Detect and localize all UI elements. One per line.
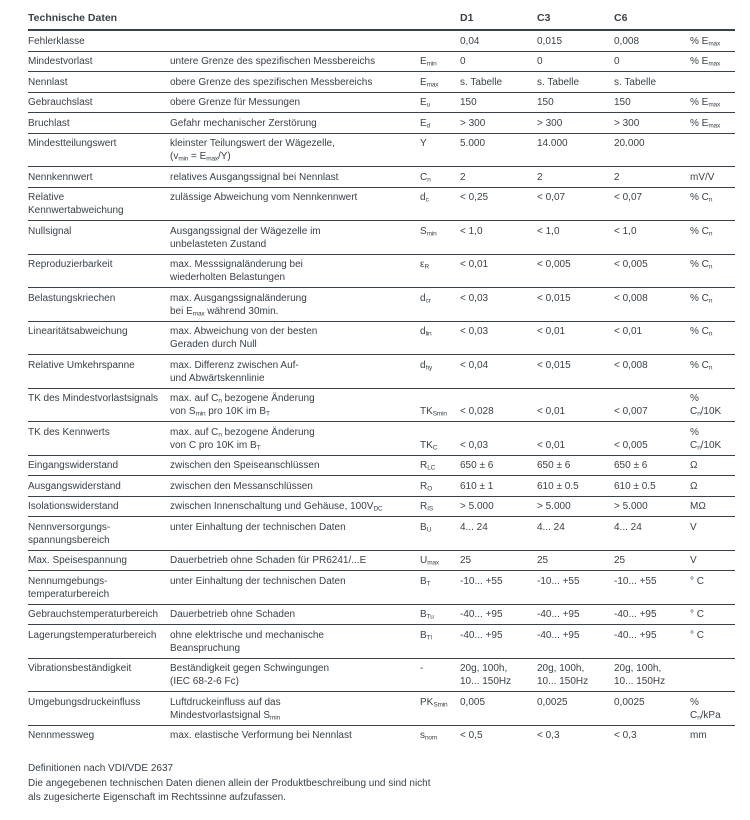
spec-name: Ausgangswiderstand: [28, 476, 170, 497]
spec-value-c6: -40... +95: [614, 604, 690, 625]
spec-name: Lagerungstemperaturbereich: [28, 625, 170, 659]
spec-name: Umgebungsdruckeinfluss: [28, 692, 170, 726]
spec-description: Dauerbetrieb ohne Schaden: [170, 604, 420, 625]
table-row: [28, 455, 735, 476]
spec-unit: [690, 658, 735, 692]
spec-symbol: $E_u$: [420, 92, 460, 113]
table-row: [28, 51, 735, 72]
table-row: [28, 625, 735, 659]
spec-symbol: $s_{nom}$: [420, 730, 438, 742]
spec-value-d1: > 5.000: [460, 496, 537, 517]
column-header-d1: D1: [460, 8, 537, 30]
spec-description: zwischen den Speiseanschlüssen: [170, 455, 420, 476]
spec-unit: [690, 72, 735, 93]
spec-symbol: $E_{max}$: [420, 72, 460, 93]
spec-value-c6: < 0,005: [614, 254, 690, 288]
spec-value-c6: < 0,005: [614, 422, 690, 456]
spec-value-c3: 650 ± 6: [537, 455, 614, 476]
spec-name: Nennversorgungs- spannungsbereich: [28, 517, 170, 551]
table-row: [28, 658, 735, 692]
spec-name: Gebrauchstemperaturbereich: [28, 604, 170, 625]
spec-value-c3: < 1,0: [537, 221, 614, 255]
table-row: [28, 133, 735, 167]
spec-unit: % $C_n$: [690, 221, 735, 255]
spec-symbol: $d_c$: [420, 187, 460, 221]
spec-value-c6: < 0,3: [614, 730, 637, 741]
column-header-c3: C3: [537, 8, 614, 30]
spec-value-d1: -40... +95: [460, 625, 537, 659]
spec-unit: % $C_n$: [690, 187, 735, 221]
spec-value-c3: > 300: [537, 113, 614, 134]
spec-symbol: $R_{IS}$: [420, 496, 460, 517]
table-row: [28, 72, 735, 93]
spec-value-c3: < 0,3: [537, 730, 560, 741]
spec-name: Isolationswiderstand: [28, 496, 170, 517]
table-row: [28, 604, 735, 625]
column-header-c6: C6: [614, 8, 690, 30]
spec-name: Linearitätsabweichung: [28, 321, 170, 355]
spec-unit: % $C_n$/kPa: [690, 692, 735, 726]
spec-name: Nennumgebungs- temperaturbereich: [28, 571, 170, 605]
spec-name: Relative Umkehrspanne: [28, 355, 170, 389]
spec-value-d1: -10... +55: [460, 571, 537, 605]
footnote-disclaimer-1: Die angegebenen technischen Daten dienen allein der Produktbeschreibung und sind nicht: [28, 777, 431, 789]
spec-value-d1: 610 ± 1: [460, 476, 537, 497]
spec-symbol: $d_{lin}$: [420, 321, 460, 355]
spec-value-c3: < 0,015: [537, 288, 614, 322]
table-row: [28, 388, 735, 422]
spec-value-c6: < 0,01: [614, 321, 690, 355]
spec-value-d1: 4... 24: [460, 517, 537, 551]
spec-description: max. Differenz zwischen Auf- und Abwärtskennlinie: [170, 355, 420, 389]
spec-unit: % $C_n$: [690, 321, 735, 355]
spec-name: Relative Kennwertabweichung: [28, 187, 170, 221]
table-row: [28, 187, 735, 221]
spec-description: relatives Ausgangssignal bei Nennlast: [170, 167, 420, 188]
table-row: [28, 355, 735, 389]
spec-value-c6: 20.000: [614, 133, 690, 167]
spec-symbol: $C_n$: [420, 167, 460, 188]
spec-description: Luftdruckeinfluss auf das Mindestvorlastsignal $S_{min}$: [170, 692, 420, 726]
spec-name: TK des Mindestvorlastsignals: [28, 388, 170, 422]
spec-symbol: $E_{min}$: [420, 51, 460, 72]
spec-value-c6: < 0,007: [614, 388, 690, 422]
table-row: [28, 571, 735, 605]
spec-symbol: $B_{Tu}$: [420, 604, 460, 625]
spec-unit: ° C: [690, 625, 735, 659]
table-row: [28, 288, 735, 322]
spec-value-d1: < 0,5: [460, 730, 483, 741]
table-header: [28, 8, 735, 30]
spec-value-d1: < 1,0: [460, 221, 537, 255]
spec-unit: V: [690, 550, 735, 571]
spec-unit: ° C: [690, 571, 735, 605]
spec-name: TK des Kennwerts: [28, 422, 170, 456]
spec-value-c3: 20g, 100h, 10... 150Hz: [537, 658, 614, 692]
spec-name: Gebrauchslast: [28, 92, 170, 113]
spec-value-c6: 0: [614, 51, 690, 72]
spec-value-c6: 25: [614, 550, 690, 571]
spec-value-c3: -10... +55: [537, 571, 614, 605]
spec-description: untere Grenze des spezifischen Messbereichs: [170, 51, 420, 72]
spec-symbol: $B_U$: [420, 517, 460, 551]
spec-value-c3: 150: [537, 92, 614, 113]
footnote-disclaimer-2: als zugesicherte Eigenschaft im Rechtssinne aufzufassen.: [28, 792, 286, 803]
spec-unit: [690, 133, 735, 167]
spec-value-c3: < 0,01: [537, 388, 614, 422]
spec-value-c6: 0,0025: [614, 692, 690, 726]
header-row: [28, 8, 735, 30]
spec-unit: % $C_n$: [690, 288, 735, 322]
spec-name: Fehlerklasse: [28, 30, 170, 51]
spec-table-body: [28, 30, 735, 745]
spec-symbol: $B_T$: [420, 571, 460, 605]
spec-description: max. Messsignaländerung bei wiederholten Belastungen: [170, 254, 420, 288]
spec-value-c3: < 0,015: [537, 355, 614, 389]
spec-unit: ° C: [690, 604, 735, 625]
spec-value-c3: < 0,01: [537, 321, 614, 355]
spec-unit: % $C_n/10K$: [690, 388, 735, 422]
spec-unit: Ω: [690, 455, 735, 476]
spec-name: Nennmessweg: [28, 730, 95, 741]
table-row: [28, 167, 735, 188]
spec-value-d1: 0: [460, 51, 537, 72]
spec-unit: V: [690, 517, 735, 551]
spec-name: Nennlast: [28, 72, 170, 93]
spec-description: zwischen Innenschaltung und Gehäuse, $100V_{DC}$: [170, 496, 420, 517]
spec-name: Nullsignal: [28, 221, 170, 255]
spec-name: Nennkennwert: [28, 167, 170, 188]
spec-description: obere Grenze für Messungen: [170, 92, 420, 113]
spec-description: Beständigkeit gegen Schwingungen (IEC 68-2-6 Fc): [170, 658, 420, 692]
spec-name: Eingangswiderstand: [28, 455, 170, 476]
spec-name: Mindestvorlast: [28, 51, 170, 72]
spec-value-c3: 14.000: [537, 133, 614, 167]
spec-value-c6: < 1,0: [614, 221, 690, 255]
spec-value-d1: 5.000: [460, 133, 537, 167]
spec-value-c3: 610 ± 0.5: [537, 476, 614, 497]
spec-description: zulässige Abweichung vom Nennkennwert: [170, 187, 420, 221]
technical-data-table: [28, 8, 735, 745]
spec-description: max. Abweichung von der besten Geraden durch Null: [170, 321, 420, 355]
spec-value-c6: 610 ± 0.5: [614, 476, 690, 497]
spec-value-d1: < 0,028: [460, 388, 537, 422]
table-row: [28, 254, 735, 288]
spec-value-c3: 0,0025: [537, 692, 614, 726]
spec-name: Reproduzierbarkeit: [28, 254, 170, 288]
spec-value-d1: < 0,03: [460, 422, 537, 456]
table-row: [28, 725, 735, 745]
spec-description: kleinster Teilungswert der Wägezelle, $(v_{min} = E_{max}/Y)$: [170, 133, 420, 167]
spec-unit: % $E_{max}$: [690, 92, 735, 113]
spec-description: obere Grenze des spezifischen Messbereichs: [170, 72, 420, 93]
spec-value-c6: 2: [614, 167, 690, 188]
column-header-unit: [690, 8, 735, 30]
spec-value-d1: 650 ± 6: [460, 455, 537, 476]
spec-unit: Ω: [690, 476, 735, 497]
spec-value-c6: 0,008: [614, 30, 690, 51]
spec-symbol: $\varepsilon_R$: [420, 254, 460, 288]
table-row: [28, 113, 735, 134]
spec-symbol: $R_{LC}$: [420, 455, 460, 476]
spec-symbol: $S_{min}$: [420, 221, 460, 255]
spec-value-c3: 0: [537, 51, 614, 72]
spec-symbol: Y: [420, 133, 460, 167]
spec-unit: % $E_{max}$: [690, 113, 735, 134]
spec-description: Gefahr mechanischer Zerstörung: [170, 113, 420, 134]
spec-description: max. elastische Verformung bei Nennlast: [170, 730, 352, 741]
spec-name: Mindestteilungswert: [28, 133, 170, 167]
spec-unit: % $E_{max}$: [690, 51, 735, 72]
spec-unit: % $C_n/10K$: [690, 422, 735, 456]
spec-description: max. auf $C_n$ bezogene Änderung von $S_{min}$ pro 10K im $B_T$: [170, 388, 420, 422]
spec-symbol: $U_{max}$: [420, 550, 460, 571]
spec-value-d1: < 0,04: [460, 355, 537, 389]
spec-value-d1: -40... +95: [460, 604, 537, 625]
spec-value-c3: 0,015: [537, 30, 614, 51]
spec-name: Vibrationsbeständigkeit: [28, 658, 170, 692]
spec-name: Belastungskriechen: [28, 288, 170, 322]
spec-value-c6: > 5.000: [614, 496, 690, 517]
spec-symbol: $TK_C$: [420, 422, 460, 456]
spec-description: zwischen den Messanschlüssen: [170, 476, 420, 497]
spec-value-c6: -10... +55: [614, 571, 690, 605]
spec-unit: % $E_{max}$: [690, 30, 735, 51]
spec-symbol: $R_O$: [420, 476, 460, 497]
spec-unit: mV/V: [690, 167, 735, 188]
table-row: [28, 221, 735, 255]
spec-value-c6: 650 ± 6: [614, 455, 690, 476]
spec-value-c6: < 0,07: [614, 187, 690, 221]
spec-description: Dauerbetrieb ohne Schaden für PR6241/...E: [170, 550, 420, 571]
spec-value-d1: < 0,25: [460, 187, 537, 221]
spec-description: Ausgangssignal der Wägezelle im unbelasteten Zustand: [170, 221, 420, 255]
spec-value-c3: -40... +95: [537, 604, 614, 625]
table-row: [28, 517, 735, 551]
spec-value-c3: > 5.000: [537, 496, 614, 517]
spec-symbol: $B_{Tl}$: [420, 625, 460, 659]
table-row: [28, 476, 735, 497]
spec-value-c6: -40... +95: [614, 625, 690, 659]
spec-value-d1: 0,005: [460, 692, 537, 726]
spec-symbol: $d_{cr}$: [420, 288, 460, 322]
spec-value-d1: < 0,03: [460, 288, 537, 322]
spec-value-c3: 2: [537, 167, 614, 188]
table-row: [28, 692, 735, 726]
spec-value-c3: -40... +95: [537, 625, 614, 659]
spec-unit: % $C_n$: [690, 254, 735, 288]
spec-value-d1: 20g, 100h, 10... 150Hz: [460, 658, 537, 692]
table-title: Technische Daten: [28, 8, 460, 30]
spec-value-c3: < 0,07: [537, 187, 614, 221]
spec-value-c3: 25: [537, 550, 614, 571]
spec-description: max. Ausgangssignaländerung bei $E_{max}$ während 30min.: [170, 288, 420, 322]
spec-value-d1: > 300: [460, 113, 537, 134]
spec-value-c3: < 0,01: [537, 422, 614, 456]
spec-value-c6: 4... 24: [614, 517, 690, 551]
table-row: [28, 550, 735, 571]
footnotes: [28, 762, 735, 806]
spec-symbol: $PK_{Smin}$: [420, 692, 460, 726]
spec-symbol: $d_{hy}$: [420, 355, 460, 389]
spec-unit: MΩ: [690, 496, 735, 517]
table-row: [28, 30, 735, 51]
spec-symbol: $E_d$: [420, 113, 460, 134]
spec-description: ohne elektrische und mechanische Beanspruchung: [170, 625, 420, 659]
spec-description: unter Einhaltung der technischen Daten: [170, 517, 420, 551]
spec-value-d1: 25: [460, 550, 537, 571]
spec-value-c6: s. Tabelle: [614, 72, 690, 93]
table-row: [28, 496, 735, 517]
spec-description: [170, 30, 420, 51]
spec-description: max. auf $C_n$ bezogene Änderung von C pro 10K im $B_T$: [170, 422, 420, 456]
footnote-definitions: Definitionen nach VDI/VDE 2637: [28, 763, 174, 774]
spec-value-c6: < 0,008: [614, 288, 690, 322]
spec-value-d1: 150: [460, 92, 537, 113]
spec-value-c6: 150: [614, 92, 690, 113]
spec-name: Bruchlast: [28, 113, 170, 134]
spec-value-c3: s. Tabelle: [537, 72, 614, 93]
spec-value-c6: 20g, 100h, 10... 150Hz: [614, 658, 690, 692]
table-row: [28, 321, 735, 355]
spec-value-c6: < 0,008: [614, 355, 690, 389]
spec-value-c3: 4... 24: [537, 517, 614, 551]
spec-symbol: -: [420, 658, 460, 692]
spec-value-c3: < 0,005: [537, 254, 614, 288]
spec-unit: % $C_n$: [690, 355, 735, 389]
spec-value-d1: 0,04: [460, 30, 537, 51]
spec-unit: mm: [690, 730, 707, 741]
table-row: [28, 422, 735, 456]
spec-value-d1: < 0,01: [460, 254, 537, 288]
spec-name: Max. Speisespannung: [28, 550, 170, 571]
spec-value-d1: 2: [460, 167, 537, 188]
spec-symbol: [420, 30, 460, 51]
spec-value-d1: s. Tabelle: [460, 72, 537, 93]
spec-value-d1: < 0,03: [460, 321, 537, 355]
spec-value-c6: > 300: [614, 113, 690, 134]
spec-symbol: $TK_{Smin}$: [420, 388, 460, 422]
spec-description: unter Einhaltung der technischen Daten: [170, 571, 420, 605]
table-row: [28, 92, 735, 113]
